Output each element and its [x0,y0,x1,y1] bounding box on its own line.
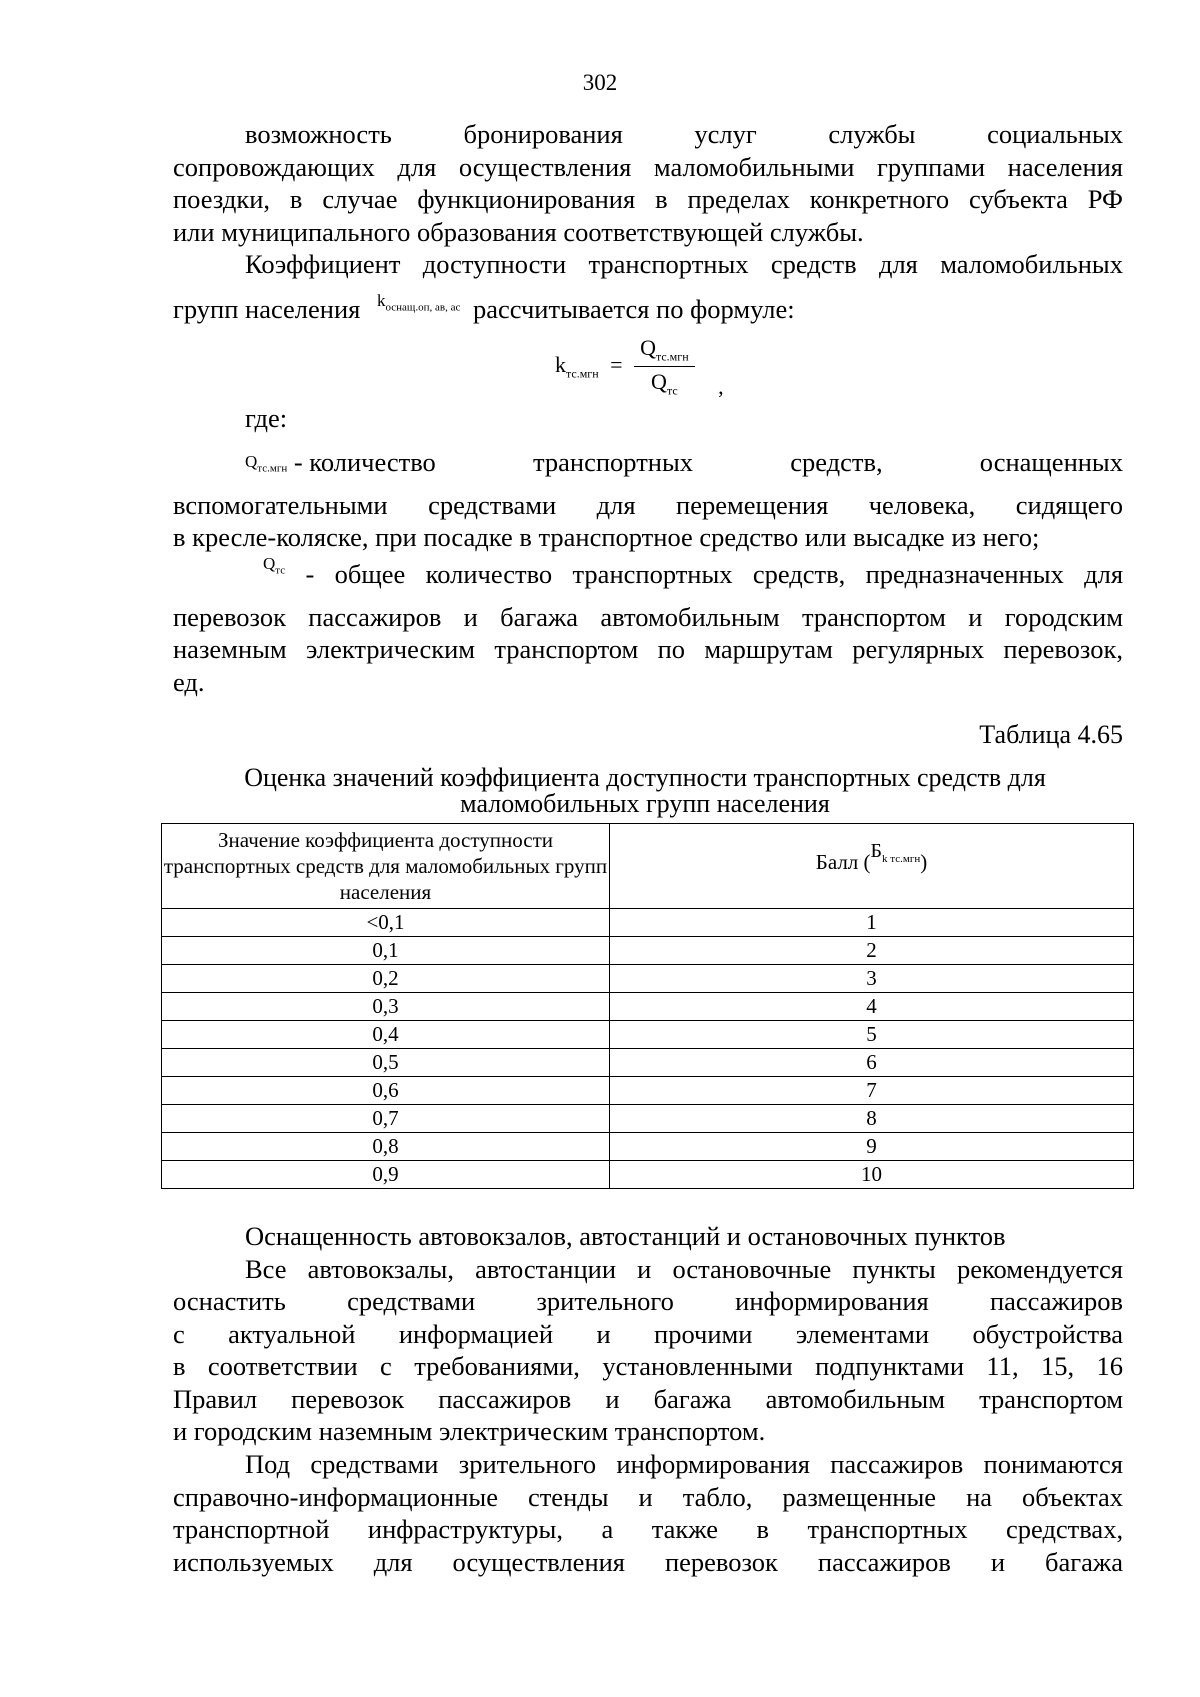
num-base: Q [640,335,656,360]
word: актуальной [228,1318,356,1349]
cell-value: 0,2 [162,965,610,993]
word: оснащенных [979,447,1123,477]
paragraph-4 [173,1448,1123,1578]
cell-value: 0,9 [162,1161,610,1189]
fraction-numerator [634,335,695,367]
word: в [756,1514,769,1544]
word: транспортных [533,447,694,477]
table-row [162,993,1134,1021]
table-label: Таблица 4.65 [979,720,1123,749]
den-base: Q [651,369,667,395]
word: услуг [694,119,757,149]
word: - количество [293,447,436,477]
para3-line1: Все автовокзалы, автостанции и остановочные пункты рекомендуется [245,1253,1123,1284]
table-row [162,937,1134,965]
den-sub: тс [666,383,678,398]
cell-value: 0,8 [162,1133,610,1161]
def1-line1 [173,446,1123,489]
k-symbol [376,290,461,313]
word: зрительного [536,1286,674,1316]
word: средствах, [1006,1514,1124,1544]
cell-score: 7 [610,1077,1134,1105]
cell-score: 5 [610,1021,1134,1049]
lhs-sub: тс.мгн [566,366,599,381]
para2-line2 [173,290,1123,336]
para1-line4: или муниципального образования соответствующей службы. [173,216,864,247]
word: багажа [653,1383,732,1414]
para4-line4 [173,1546,1123,1579]
formula-lhs [555,351,599,381]
table-row [162,1105,1134,1133]
para2-line1: Коэффициент доступности транспортных средств для маломобильных [245,249,1123,279]
para3-line3 [173,1318,1123,1351]
def1-line2: вспомогательными средствами для перемещения человека, сидящего [173,489,1123,520]
table-row [162,1077,1134,1105]
definition-2 [173,554,1124,698]
score-suffix: ) [920,849,928,874]
num-sub: тс.мгн [655,349,689,364]
cell-score: 8 [610,1105,1134,1133]
word: транспортной [173,1514,330,1544]
para4-line1: Под средствами зрительного информирования пассажиров понимаются [245,1449,1123,1479]
para3-line4: в соответствии с требованиями, установленными подпунктами 11, 15, 16 [173,1351,1123,1381]
score-prefix: Балл ( [815,849,871,874]
word: транспортных [807,1514,968,1544]
section-heading: Оснащенность автовокзалов, автостанций и остановочных пунктов [245,1221,1006,1251]
lhs-base: k [555,351,566,377]
cell-score: 9 [610,1133,1134,1161]
cell-value: 0,3 [162,993,610,1021]
word: с [173,1318,185,1349]
word: используемых [173,1546,334,1577]
table-header-row [162,824,1134,909]
word: также [651,1514,718,1544]
word: службы [828,119,916,149]
word: перевозок [664,1546,778,1577]
score-table [161,823,1134,1189]
para1-line1 [173,118,1123,151]
word: пассажиров [817,1546,951,1577]
word: обустройства [972,1318,1124,1349]
word: социальных [987,119,1123,149]
para4-line2: справочно-информационные стенды и табло, размещенные на объектах [173,1481,1123,1512]
def2-line1 [173,554,1124,601]
formula-equals: = [610,351,623,377]
formula-fraction [634,335,695,399]
word: и [605,1383,620,1414]
word: информирования [735,1286,929,1316]
definition-1 [173,446,1123,554]
para3-line2 [173,1285,1123,1318]
where-label-block [173,402,1123,435]
q-base: Q [245,452,258,471]
table-row [162,909,1134,937]
header-col-value: Значение коэффициента доступности транспортных средств для маломобильных групп населения [162,824,610,909]
word: бронирования [463,119,623,149]
cell-value: 0,4 [162,1021,610,1049]
b-symbol [870,839,921,865]
word: элементами [795,1318,930,1349]
word: а [601,1514,614,1544]
formula [555,335,724,399]
word: средствами [347,1286,476,1316]
where-label: где: [245,403,288,433]
para2-suffix: рассчитывается по формуле: [472,293,795,324]
b-sub: k тс.мгн [882,852,921,865]
word: для [373,1546,413,1577]
para1-line3: поездки, в случае функционирования в пределах конкретного субъекта РФ [173,184,1123,214]
cell-score: 4 [610,993,1134,1021]
qtc-base: Q [263,554,276,573]
word: осуществления [452,1546,625,1577]
q-symbol [245,452,288,475]
word: инфраструктуры, [367,1514,563,1544]
word: средств, [790,447,883,477]
cell-score: 3 [610,965,1134,993]
def2-line3: наземным электрическим транспортом по маршрутам регулярных перевозок, [173,634,1123,665]
cell-score: 2 [610,937,1134,965]
fraction-denominator [634,367,695,398]
q-sub: тс.мгн [257,462,288,475]
section-block [173,1220,1123,1448]
cell-score: 6 [610,1049,1134,1077]
word: и [596,1318,611,1349]
word: прочими [654,1318,753,1349]
table-row [162,1133,1134,1161]
def2-line4: ед. [173,666,205,697]
para3-line6: и городским наземным электрическим транспортом. [173,1416,766,1446]
word: перевозок [291,1383,405,1414]
table-row [162,1161,1134,1189]
word: возможность [245,119,392,149]
para1-line2: сопровождающих для осуществления маломобильными группами населения [173,151,1123,182]
cell-value: 0,5 [162,1049,610,1077]
table-row [162,1049,1134,1077]
def2-line1-text: - общее количество транспортных средств, предназначенных для [305,559,1124,589]
table-row [162,965,1134,993]
def2-line2: перевозок пассажиров и багажа автомобильным транспортом и городским [173,601,1123,632]
word: и [990,1546,1006,1577]
word: багажа [1045,1546,1123,1577]
word: автомобильным [765,1383,945,1414]
qtc-sub: тс [275,564,286,577]
word: пассажиров [438,1383,572,1414]
para3-line5 [173,1383,1123,1416]
word: информацией [398,1318,554,1349]
word: оснастить [173,1286,286,1316]
qtc-symbol [263,554,286,577]
header-col-score [610,824,1134,909]
cell-value: <0,1 [162,909,610,937]
cell-score: 10 [610,1161,1134,1189]
b-base: Б [870,839,883,862]
page-number: 302 [582,70,618,95]
para2-prefix: групп населения [173,293,361,324]
para4-line3 [173,1513,1123,1546]
paragraph-2 [173,248,1123,335]
cell-score: 1 [610,909,1134,937]
word: транспортом [979,1383,1124,1414]
k-sub: оснащ.оп, ав, ас [385,300,461,313]
table-row [162,1021,1134,1049]
paragraph-1 [173,118,1123,248]
k-base: k [376,290,386,310]
def1-line3: в кресле-коляске, при посадке в транспортное средство или высадке из него; [173,522,1040,553]
table-title: Оценка значений коэффициента доступности транспортных средств для маломобильных групп населения [244,763,1046,818]
def1-lead [245,446,436,489]
cell-value: 0,7 [162,1105,610,1133]
word: пассажиров [989,1286,1124,1316]
word: Правил [173,1383,258,1414]
formula-comma: , [718,373,724,399]
cell-value: 0,1 [162,937,610,965]
cell-value: 0,6 [162,1077,610,1105]
